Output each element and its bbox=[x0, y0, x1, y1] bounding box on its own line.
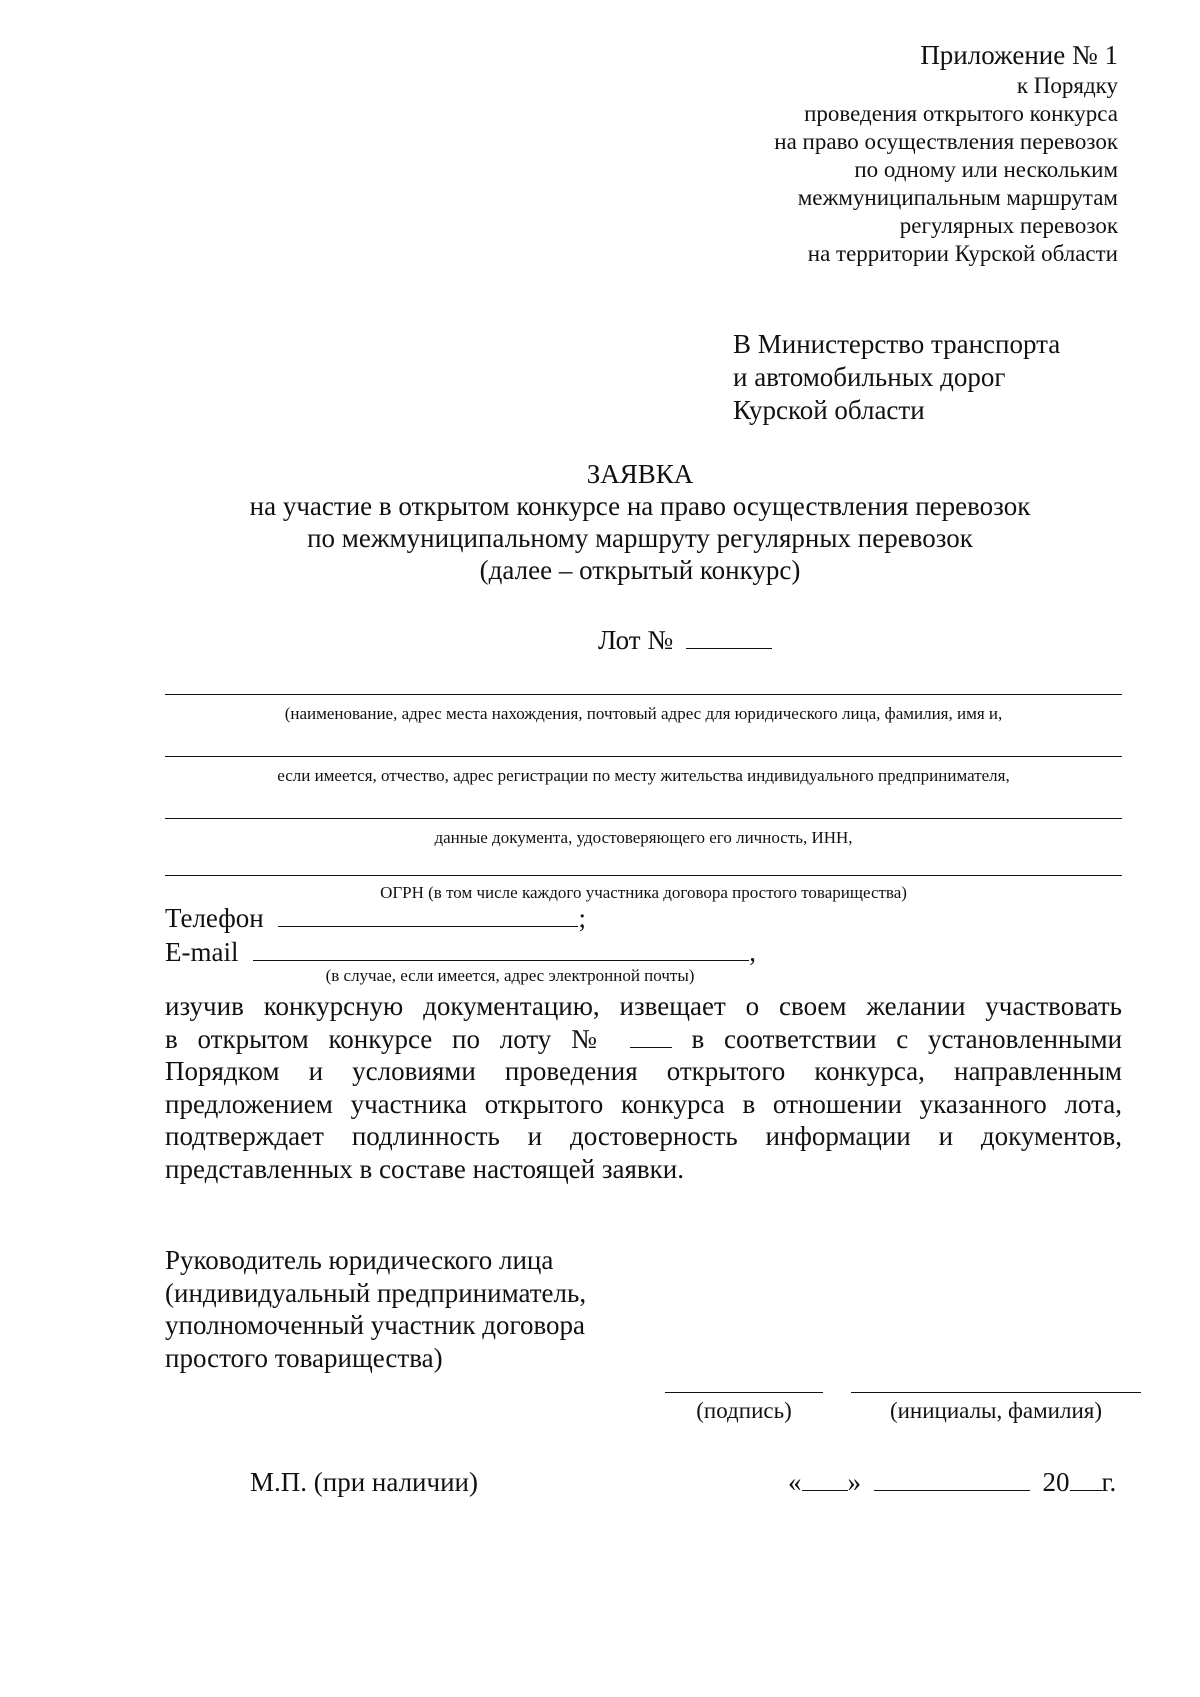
field-caption: ОГРН (в том числе каждого участника договора простого товарищества) bbox=[380, 883, 907, 902]
title-line: (далее – открытый конкурс) bbox=[479, 555, 801, 585]
addressee-block bbox=[733, 328, 1060, 427]
addressee-line: В Министерство транспорта bbox=[733, 329, 1061, 359]
title-heading: ЗАЯВКА bbox=[586, 459, 694, 489]
appendix-line: регулярных перевозок bbox=[899, 213, 1118, 238]
title-line: по межмуниципальному маршруту регулярных перевозок bbox=[307, 523, 973, 553]
appendix-number: Приложение № 1 bbox=[920, 40, 1118, 70]
lot-label: Лот № bbox=[598, 625, 674, 655]
document-title bbox=[100, 458, 1180, 586]
paragraph-text: в открытом конкурсе по лоту № bbox=[165, 1023, 610, 1054]
addressee-line: и автомобильных дорог bbox=[733, 362, 1006, 392]
date-close-quote: » bbox=[847, 1467, 861, 1497]
appendix-reference bbox=[774, 38, 1118, 268]
paragraph-line: предложением участника открытого конкурса в отношении указанного лота, bbox=[165, 1088, 1122, 1119]
paragraph-line: представленных в составе настоящей заявки. bbox=[165, 1153, 684, 1184]
email-end: , bbox=[749, 937, 756, 967]
name-field[interactable] bbox=[851, 1392, 1141, 1393]
field-caption: если имеется, отчество, адрес регистрации по месту жительства индивидуального предпринимателя, bbox=[277, 766, 1010, 785]
phone-row bbox=[165, 902, 586, 933]
paragraph-line: подтверждает подлинность и достоверность информации и документов, bbox=[165, 1121, 1122, 1152]
signatory-line: простого товарищества) bbox=[165, 1342, 443, 1373]
paragraph-text: в соответствии с установленными bbox=[691, 1023, 1123, 1054]
appendix-line: по одному или нескольким bbox=[854, 157, 1118, 182]
appendix-line: межмуниципальным маршрутам bbox=[797, 185, 1118, 210]
email-label: E-mail bbox=[165, 937, 239, 967]
signature-field[interactable] bbox=[665, 1392, 823, 1393]
email-field[interactable] bbox=[253, 936, 749, 961]
applicant-info-field-4[interactable] bbox=[165, 875, 1122, 876]
addressee-line: Курской области bbox=[733, 395, 925, 425]
paragraph-line: Порядком и условиями проведения открытого конкурса, направленным bbox=[165, 1056, 1122, 1087]
date-open-quote: « bbox=[788, 1467, 802, 1497]
date-day-field[interactable] bbox=[802, 1466, 848, 1491]
applicant-info-field-1[interactable] bbox=[165, 694, 1122, 695]
signatory-line: уполномоченный участник договора bbox=[165, 1310, 585, 1340]
email-row bbox=[165, 936, 756, 967]
year-prefix: 20 bbox=[1042, 1467, 1070, 1497]
field-caption: (наименование, адрес места нахождения, почтовый адрес для юридического лица, фамилия, имя и, bbox=[284, 704, 1003, 723]
signatory-line: (индивидуальный предприниматель, bbox=[165, 1277, 587, 1308]
applicant-info-field-3[interactable] bbox=[165, 818, 1122, 819]
lot-reference-field[interactable] bbox=[630, 1023, 672, 1048]
date-row bbox=[788, 1466, 1116, 1498]
date-month-field[interactable] bbox=[874, 1466, 1030, 1491]
name-caption: (инициалы, фамилия) bbox=[889, 1398, 1103, 1423]
paragraph-line bbox=[165, 1023, 1122, 1056]
field-caption: данные документа, удостоверяющего его личность, ИНН, bbox=[434, 828, 853, 847]
applicant-info-field-2[interactable] bbox=[165, 756, 1122, 757]
signature-caption: (подпись) bbox=[696, 1398, 792, 1423]
email-caption: (в случае, если имеется, адрес электронной почты) bbox=[325, 966, 695, 985]
signatory-block bbox=[165, 1244, 586, 1374]
appendix-line: проведения открытого конкурса bbox=[804, 101, 1118, 126]
statement-paragraph bbox=[165, 990, 1122, 1186]
year-suffix: г. bbox=[1101, 1467, 1117, 1497]
lot-number bbox=[598, 624, 772, 656]
stamp-place: М.П. (при наличии) bbox=[250, 1467, 478, 1497]
appendix-line: на право осуществления перевозок bbox=[774, 129, 1118, 154]
appendix-line: на территории Курской области bbox=[807, 241, 1118, 266]
title-line: на участие в открытом конкурсе на право осуществления перевозок bbox=[249, 491, 1031, 521]
signatory-line: Руководитель юридического лица bbox=[165, 1245, 554, 1275]
phone-field[interactable] bbox=[278, 902, 578, 927]
paragraph-line: изучив конкурсную документацию, извещает о своем желании участвовать bbox=[165, 991, 1122, 1021]
lot-number-field[interactable] bbox=[686, 624, 772, 649]
date-year-field[interactable] bbox=[1070, 1466, 1102, 1491]
appendix-line: к Порядку bbox=[1016, 73, 1118, 98]
phone-end: ; bbox=[578, 903, 586, 933]
phone-label: Телефон bbox=[165, 903, 264, 933]
